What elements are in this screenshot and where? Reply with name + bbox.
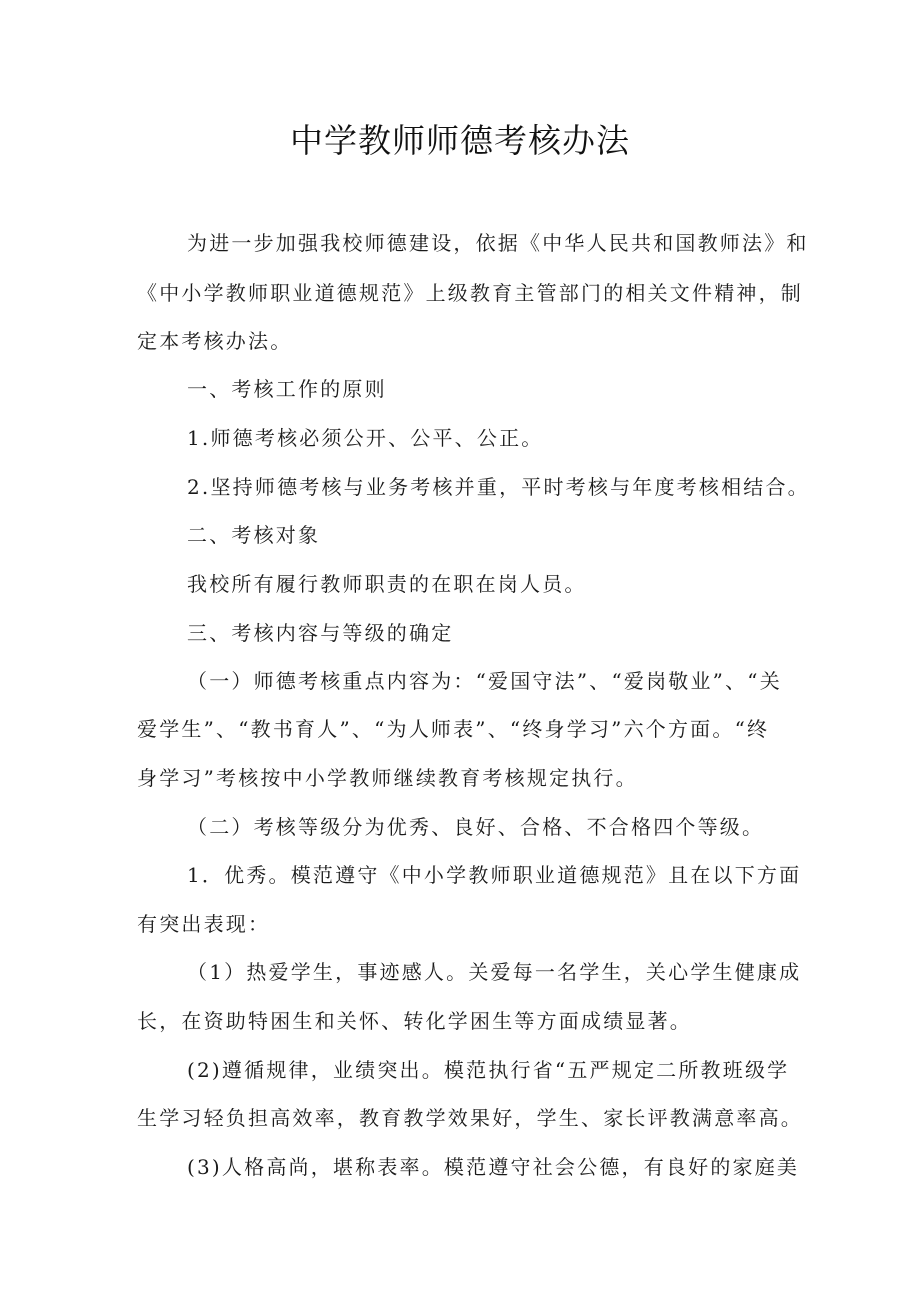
paragraph-line: （二）考核等级分为优秀、良好、合格、不合格四个等级。 xyxy=(187,815,765,839)
paragraph-line: 2.坚持师德考核与业务考核并重，平时考核与年度考核相结合。 xyxy=(187,475,810,499)
paragraph-line: （1）热爱学生，事迹感人。关爱每一名学生，关心学生健康成 xyxy=(187,960,802,984)
paragraph-line: 1.师德考核必须公开、公平、公正。 xyxy=(187,426,544,450)
paragraph-line: 我校所有履行教师职责的在职在岗人员。 xyxy=(187,572,587,596)
paragraph-line: 定本考核办法。 xyxy=(137,329,293,353)
paragraph-line: 身学习”考核按中小学教师继续教育考核规定执行。 xyxy=(137,766,638,790)
paragraph-line: 生学习轻负担高效率，教育教学效果好，学生、家长评教满意率高。 xyxy=(137,1106,803,1130)
paragraph-line: 1．优秀。模范遵守《中小学教师职业道德规范》且在以下方面 xyxy=(187,863,802,887)
section-heading: 三、考核内容与等级的确定 xyxy=(187,621,454,645)
section-heading: 一、考核工作的原则 xyxy=(187,377,387,401)
section-heading: 二、考核对象 xyxy=(187,523,321,547)
paragraph-line: 有突出表现： xyxy=(137,912,271,936)
paragraph-line: 为进一步加强我校师德建设，依据《中华人民共和国教师法》和 xyxy=(187,231,809,255)
paragraph-line: （一）师德考核重点内容为：“爱国守法”、“爱岗敬业”、“关 xyxy=(187,669,782,693)
paragraph-line: (2)遵循规律，业绩突出。模范执行省“五严规定二所教班级学 xyxy=(187,1058,790,1082)
paragraph-line: (3)人格高尚，堪称表率。模范遵守社会公德，有良好的家庭美 xyxy=(187,1155,800,1179)
document-title: 中学教师师德考核办法 xyxy=(290,121,630,160)
paragraph-line: 长，在资助特困生和关怀、转化学困生等方面成绩显著。 xyxy=(137,1009,692,1033)
paragraph-line: 《中小学教师职业道德规范》上级教育主管部门的相关文件精神，制 xyxy=(137,281,803,305)
paragraph-line: 爱学生”、“教书育人”、“为人师表”、“终身学习”六个方面。“终 xyxy=(137,717,770,741)
